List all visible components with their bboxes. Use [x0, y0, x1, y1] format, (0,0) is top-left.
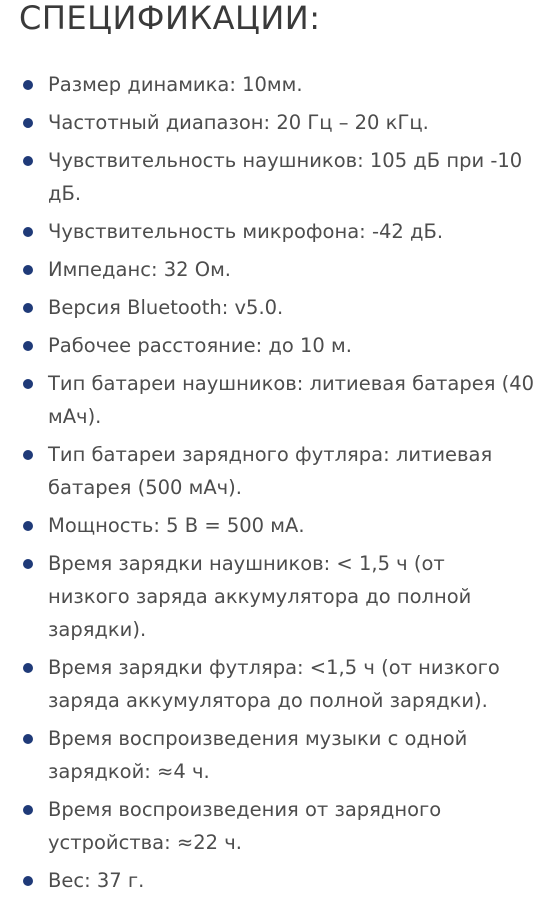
spec-text-line: дБ.	[48, 182, 82, 205]
bullet-icon	[23, 876, 33, 886]
spec-text-line: мАч).	[48, 405, 102, 428]
bullet-icon	[23, 734, 33, 744]
bullet-icon	[23, 80, 33, 90]
spec-text-line: Рабочее расстояние: до 10 м.	[48, 334, 352, 357]
spec-text	[48, 509, 528, 542]
spec-text	[48, 329, 528, 362]
spec-text	[48, 651, 528, 717]
spec-text	[48, 793, 528, 859]
spec-text-line: Чувствительность микрофона: -42 дБ.	[48, 220, 444, 243]
spec-text-line: Время воспроизведения от зарядного	[48, 798, 442, 821]
spec-text-line: Версия Bluetooth: v5.0.	[48, 296, 284, 319]
spec-text	[48, 68, 528, 101]
spec-text	[48, 367, 535, 433]
spec-text	[48, 253, 528, 286]
spec-text-line: Время воспроизведения музыки с одной	[48, 727, 468, 750]
spec-text-line: Размер динамика: 10мм.	[48, 73, 303, 96]
spec-text-line: устройства: ≈22 ч.	[48, 831, 242, 854]
bullet-icon	[23, 805, 33, 815]
spec-text	[48, 864, 528, 897]
bullet-icon	[23, 118, 33, 128]
spec-text-line: Чувствительность наушников: 105 дБ при -10	[48, 149, 523, 172]
page-title: СПЕЦИФИКАЦИИ:	[19, 0, 321, 37]
bullet-icon	[23, 521, 33, 531]
spec-text-line: Импеданс: 32 Ом.	[48, 258, 231, 281]
spec-text	[48, 144, 528, 210]
bullet-icon	[23, 379, 33, 389]
bullet-icon	[23, 227, 33, 237]
bullet-icon	[23, 156, 33, 166]
spec-text	[48, 547, 528, 646]
bullet-icon	[23, 341, 33, 351]
spec-text-line: заряда аккумулятора до полной зарядки).	[48, 689, 488, 712]
spec-text	[48, 291, 528, 324]
spec-text-line: зарядкой: ≈4 ч.	[48, 760, 210, 783]
spec-text	[48, 438, 528, 504]
spec-text-line: Мощность: 5 В = 500 мА.	[48, 514, 305, 537]
spec-text-line: Вес: 37 г.	[48, 869, 145, 892]
bullet-icon	[23, 559, 33, 569]
spec-text	[48, 106, 528, 139]
spec-text-line: батарея (500 мАч).	[48, 476, 242, 499]
spec-text-line: Время зарядки наушников: < 1,5 ч (от	[48, 552, 445, 575]
spec-text-line: Частотный диапазон: 20 Гц – 20 кГц.	[48, 111, 429, 134]
spec-text-line: низкого заряда аккумулятора до полной	[48, 585, 472, 608]
spec-text-line: Время зарядки футляра: <1,5 ч (от низкого	[48, 656, 500, 679]
spec-text-line: зарядки).	[48, 618, 147, 641]
bullet-icon	[23, 265, 33, 275]
spec-text	[48, 722, 528, 788]
bullet-icon	[23, 663, 33, 673]
bullet-icon	[23, 450, 33, 460]
spec-text	[48, 215, 528, 248]
bullet-icon	[23, 303, 33, 313]
spec-text-line: Тип батареи наушников: литиевая батарея (40	[48, 372, 535, 395]
spec-text-line: Тип батареи зарядного футляра: литиевая	[48, 443, 493, 466]
